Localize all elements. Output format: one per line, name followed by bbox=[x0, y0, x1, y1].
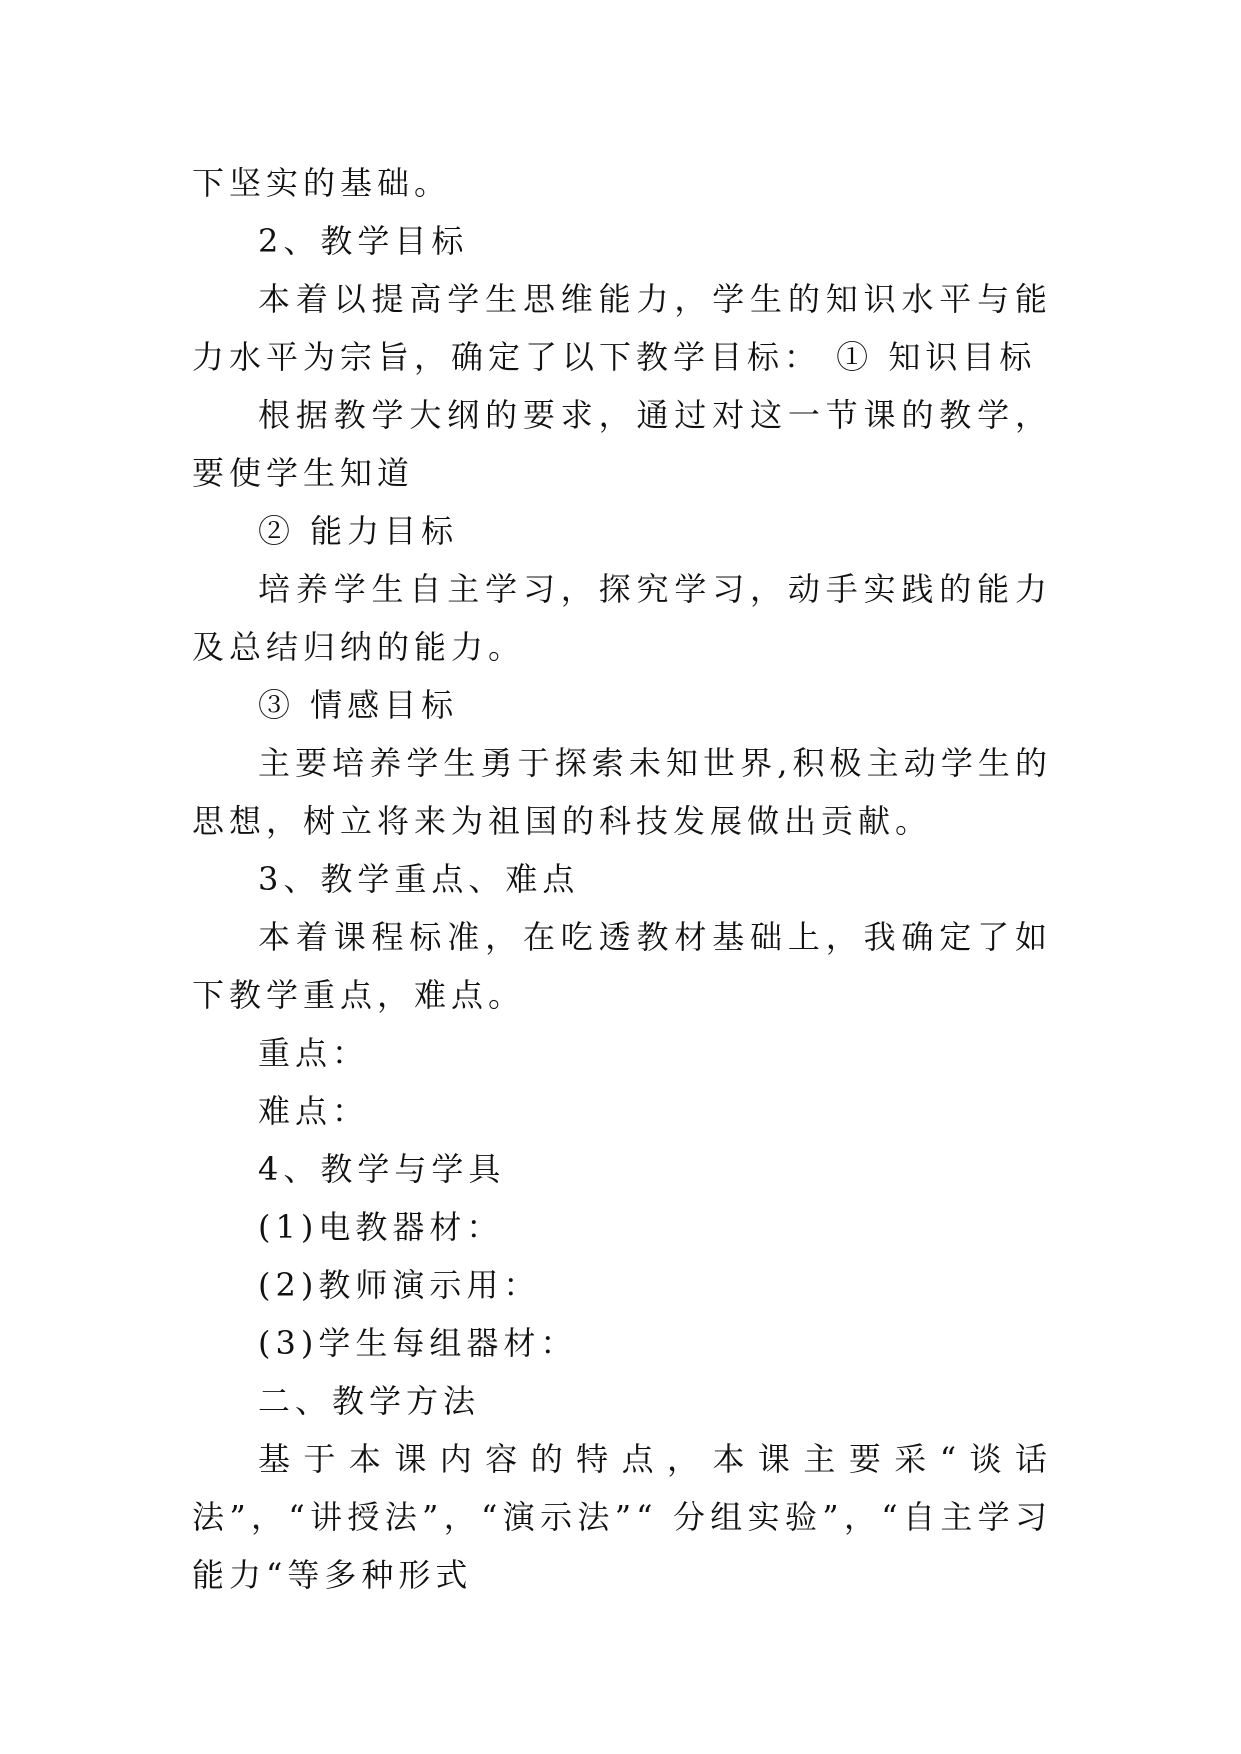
heading-teaching-methods: 二、教学方法 bbox=[258, 1382, 481, 1420]
heading-ability-goal: ② 能力目标 bbox=[258, 512, 459, 550]
paragraph-emotional-goal: 主要培养学生勇于探索未知世界,积极主动学生的思想，树立将来为祖国的科技发展做出贡献。 bbox=[192, 744, 1052, 840]
document-body bbox=[192, 154, 1052, 1604]
heading-emotional-goal: ③ 情感目标 bbox=[258, 686, 459, 724]
paragraph-knowledge-goal: 根据教学大纲的要求，通过对这一节课的教学，要使学生知道 bbox=[192, 396, 1052, 492]
list-item-teacher-demo: (2)教师演示用： bbox=[258, 1266, 541, 1304]
heading-key-points: 3、教学重点、难点 bbox=[258, 860, 580, 898]
paragraph-objectives-intro: 本着以提高学生思维能力，学生的知识水平与能力水平为宗旨，确定了以下教学目标： ① 知识目标 bbox=[192, 280, 1052, 376]
heading-teaching-tools: 4、教学与学具 bbox=[258, 1150, 506, 1188]
paragraph-foundation: 下坚实的基础。 bbox=[192, 164, 452, 202]
label-difficult-point: 难点： bbox=[258, 1092, 370, 1130]
paragraph-ability-goal: 培养学生自主学习，探究学习，动手实践的能力及总结归纳的能力。 bbox=[192, 570, 1052, 666]
paragraph-key-points-intro: 本着课程标准，在吃透教材基础上，我确定了如下教学重点，难点。 bbox=[192, 918, 1052, 1014]
label-key-point: 重点： bbox=[258, 1034, 370, 1072]
list-item-electronic-equipment: (1)电教器材： bbox=[258, 1208, 504, 1246]
paragraph-teaching-methods: 基于本课内容的特点，本课主要采“谈话法”，“讲授法”，“演示法”“ 分组实验”，“自主学习能力“等多种形式 bbox=[192, 1440, 1052, 1594]
heading-teaching-objectives: 2、教学目标 bbox=[258, 222, 469, 260]
list-item-student-group-equipment: (3)学生每组器材： bbox=[258, 1324, 578, 1362]
